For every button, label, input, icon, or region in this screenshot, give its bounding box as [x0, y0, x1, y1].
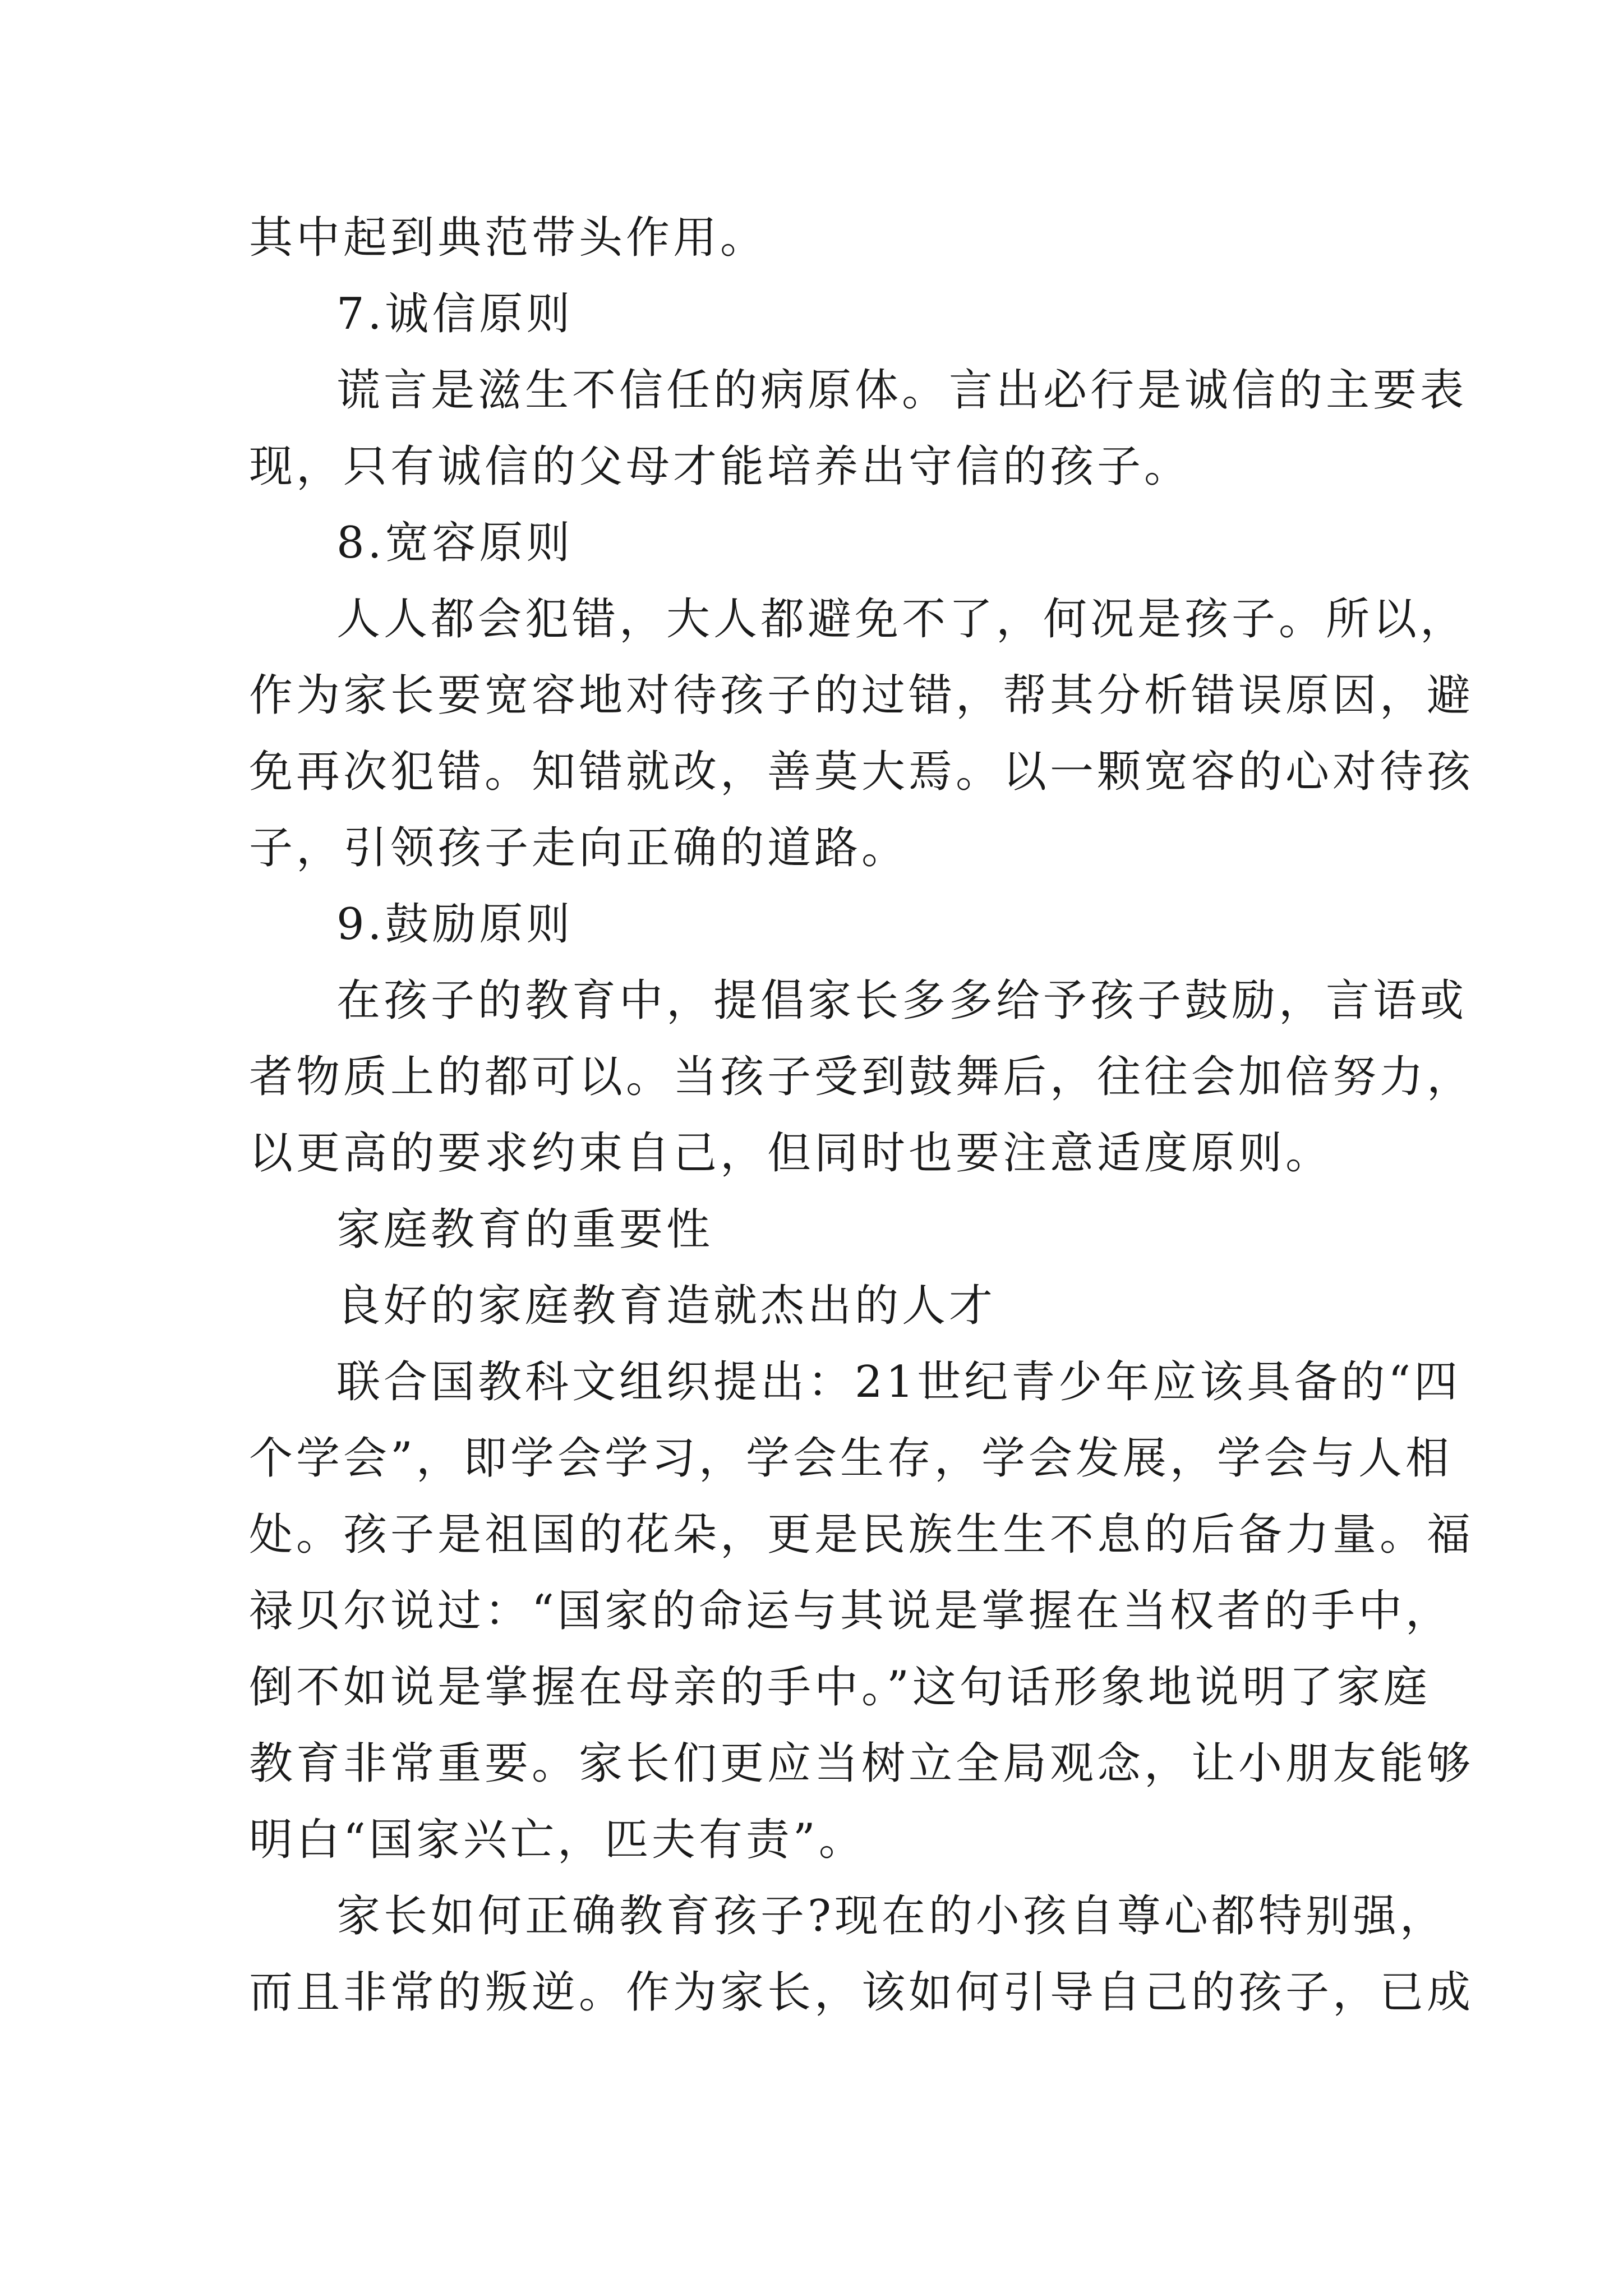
- paragraph-line: 家长如何正确教育孩子?现在的小孩自尊心都特别强，: [336, 1891, 1447, 1941]
- paragraph-line: 而且非常的叛逆。作为家长，该如何引导自己的孩子，已成: [249, 1967, 1474, 2018]
- paragraph-line: 禄贝尔说过：“国家的命运与其说是掌握在当权者的手中，: [249, 1586, 1453, 1636]
- paragraph-line: 联合国教科文组织提出：21世纪青少年应该具备的“四: [336, 1357, 1461, 1407]
- paragraph-line: 者物质上的都可以。当孩子受到鼓舞后，往往会加倍努力，: [249, 1052, 1474, 1102]
- paragraph-line: 其中起到典范带头作用。: [249, 213, 768, 263]
- paragraph-line: 免再次犯错。知错就改，善莫大焉。以一颗宽容的心对待孩: [249, 747, 1474, 797]
- paragraph-line: 现，只有诚信的父母才能培养出守信的孩子。: [249, 441, 1192, 492]
- subsection-heading: 良好的家庭教育造就杰出的人才: [336, 1281, 997, 1331]
- paragraph-line: 个学会”，即学会学习，学会生存，学会发展，学会与人相: [249, 1433, 1453, 1484]
- paragraph-line: 人人都会犯错，大人都避免不了，何况是孩子。所以，: [336, 594, 1468, 645]
- paragraph-line: 倒不如说是掌握在母亲的手中。”这句话形象地说明了家庭: [249, 1662, 1431, 1713]
- paragraph-line: 教育非常重要。家长们更应当树立全局观念，让小朋友能够: [249, 1738, 1474, 1789]
- section-heading: 7.诚信原则: [336, 289, 574, 339]
- paragraph-line: 子，引领孩子走向正确的道路。: [249, 823, 909, 873]
- section-heading: 8.宽容原则: [336, 518, 574, 568]
- paragraph-line: 谎言是滋生不信任的病原体。言出必行是诚信的主要表: [336, 365, 1468, 416]
- paragraph-line: 处。孩子是祖国的花朵，更是民族生生不息的后备力量。福: [249, 1510, 1474, 1560]
- paragraph-line: 明白“国家兴亡，匹夫有责”。: [249, 1815, 866, 1865]
- paragraph-line: 作为家长要宽容地对待孩子的过错，帮其分析错误原因，避: [249, 670, 1474, 721]
- document-body: [249, 200, 1474, 2031]
- paragraph-line: 以更高的要求约束自己，但同时也要注意适度原则。: [249, 1128, 1333, 1179]
- paragraph-line: 在孩子的教育中，提倡家长多多给予孩子鼓励，言语或: [336, 976, 1468, 1026]
- section-heading: 9.鼓励原则: [336, 899, 574, 950]
- section-heading: 家庭教育的重要性: [336, 1204, 714, 1255]
